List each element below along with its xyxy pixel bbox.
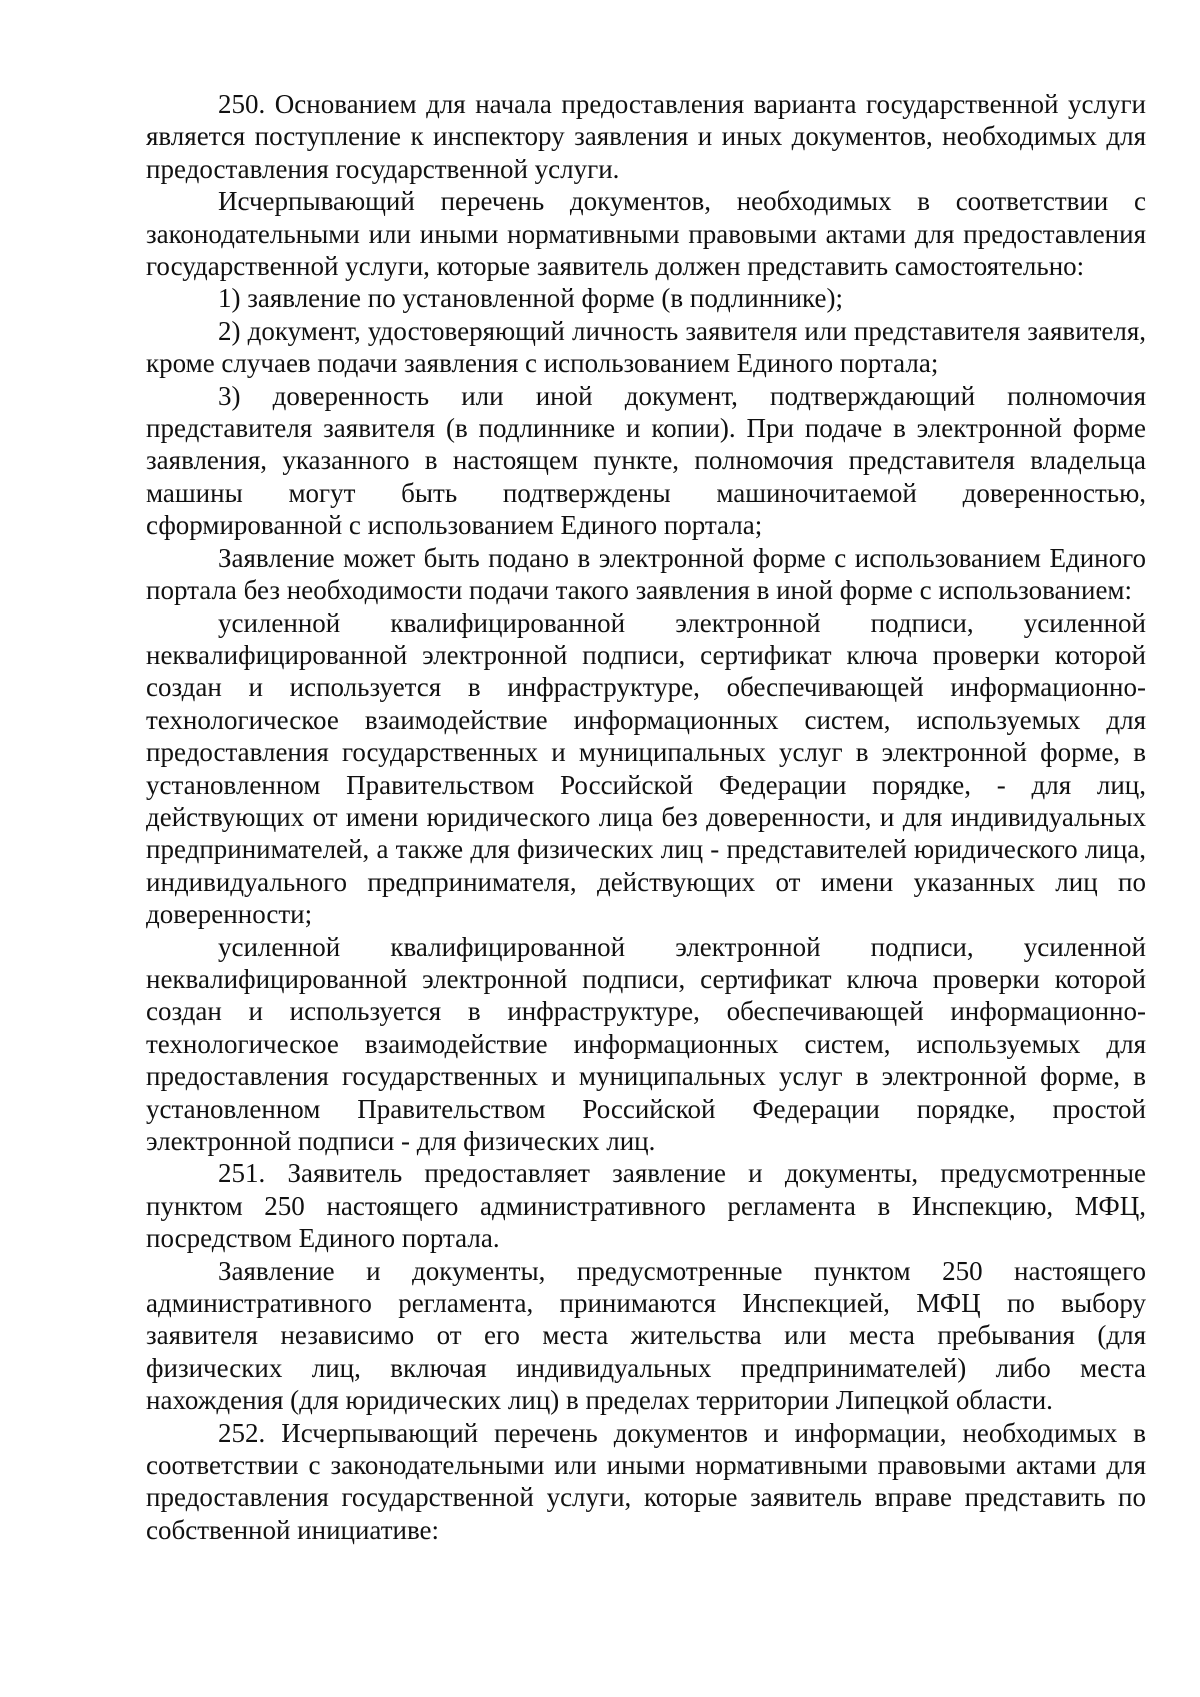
paragraph-signature-individuals: усиленной квалифицированной электронной подписи, усиленной неквалифицированной электронной подписи, сертификат ключа проверки которой создан и используется в инфраструктуре, обеспечивающей информационно-технологическое взаимодействие информационных систем, используемых для предоставления государственных и муниципальных услуг в электронной форме, в установленном Правительством Российской Федерации порядке, простой электронной подписи - для физических лиц. xyxy=(146,931,1146,1156)
list-item-1-application: 1) заявление по установленной форме (в подлиннике); xyxy=(218,283,843,314)
list-item-3-power-of-attorney: 3) доверенность или иной документ, подтверждающий полномочия представителя заявителя (в подлиннике и копии). При подаче в электронной форме заявления, указанного в настоящем пункте, полномочия представителя владельца машины могут быть подтверждены машиночитаемой доверенностью, сформированной с использованием Единого портала; xyxy=(146,380,1146,541)
paragraph-251: 251. Заявитель предоставляет заявление и документы, предусмотренные пунктом 250 настоящего административного регламента в Инспекцию, МФЦ, посредством Единого портала. xyxy=(146,1158,1146,1254)
paragraph-250: 250. Основанием для начала предоставления варианта государственной услуги является поступление к инспектору заявления и иных документов, необходимых для предоставления государственной услуги. xyxy=(146,89,1146,184)
paragraph-electronic-submission: Заявление может быть подано в электронной форме с использованием Единого портала без необходимости подачи такого заявления в иной форме с использованием: xyxy=(146,542,1146,606)
list-item-2-identity-document: 2) документ, удостоверяющий личность заявителя или представителя заявителя, кроме случаев подачи заявления с использованием Единого портала; xyxy=(146,315,1146,379)
document-page xyxy=(146,88,1146,1546)
paragraph-signature-legal-entities: усиленной квалифицированной электронной подписи, усиленной неквалифицированной электронной подписи, сертификат ключа проверки которой создан и используется в инфраструктуре, обеспечивающей информационно-технологическое взаимодействие информационных систем, используемых для предоставления государственных и муниципальных услуг в электронной форме, в установленном Правительством Российской Федерации порядке, - для лиц, действующих от имени юридического лица без доверенности, и для индивидуальных предпринимателей, а также для физических лиц - представителей юридического лица, индивидуального предпринимателя, действующих от имени указанных лиц по доверенности; xyxy=(146,607,1146,930)
paragraph-252: 252. Исчерпывающий перечень документов и информации, необходимых в соответствии с законодательными или иными нормативными правовыми актами для предоставления государственной услуги, которые заявитель вправе представить по собственной инициативе: xyxy=(146,1417,1146,1545)
paragraph-acceptance: Заявление и документы, предусмотренные пунктом 250 настоящего административного регламента, принимаются Инспекцией, МФЦ по выбору заявителя независимо от его места жительства или места пребывания (для физических лиц, включая индивидуальных предпринимателей) либо места нахождения (для юридических лиц) в пределах территории Липецкой области. xyxy=(146,1255,1146,1416)
paragraph-required-docs-intro: Исчерпывающий перечень документов, необходимых в соответствии с законодательными или иными нормативными правовыми актами для предоставления государственной услуги, которые заявитель должен представить самостоятельно: xyxy=(146,186,1146,282)
